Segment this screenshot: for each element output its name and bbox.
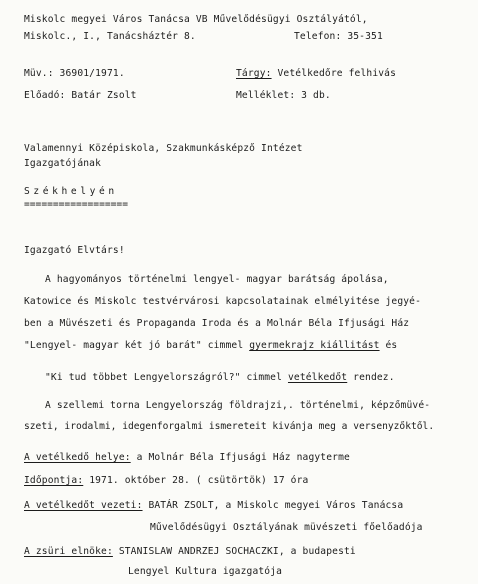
venue-value: a Molnár Béla Ifjusági Ház nagyterme bbox=[130, 452, 350, 463]
jury-line2: Lengyel Kultura igazgatója bbox=[128, 566, 283, 577]
paragraph1-line4: "Lengyel- magyar két jó barát" cimmel gyermekrajz kiállitást és bbox=[24, 340, 398, 351]
salutation: Igazgató Elvtárs! bbox=[24, 245, 125, 256]
venue-label: A vetélkedő helye: bbox=[24, 452, 131, 463]
drawing-exhibition-highlight: gyermekrajz kiállitást bbox=[249, 340, 380, 351]
host-line bbox=[24, 500, 403, 512]
subject-label: Tárgy: bbox=[236, 68, 272, 79]
paragraph1-line5: "Ki tud többet Lengyelországról?" cimmel vetélkedőt rendez. bbox=[45, 372, 395, 383]
seat-double-rule: ================== bbox=[24, 199, 128, 210]
time-line bbox=[24, 475, 308, 487]
host-value: BATÁR ZSOLT, a Miskolc megyei Város Tanácsa bbox=[142, 500, 404, 511]
clerk-name: Előadó: Batár Zsolt bbox=[24, 90, 137, 101]
attachment-line: Melléklet: 3 db. bbox=[236, 90, 331, 101]
jury-label: A zsüri elnöke: bbox=[24, 546, 113, 557]
reference-number: Müv.: 36901/1971. bbox=[24, 68, 125, 79]
seat-heading: Székhelyén bbox=[24, 186, 118, 197]
subject-line bbox=[236, 68, 396, 80]
quiz-highlight: vetélkedőt bbox=[287, 372, 348, 383]
recipient-line1: Valamennyi Középiskola, Szakmunkásképző Intézet bbox=[24, 143, 303, 154]
time-label: Időpontja: bbox=[24, 475, 84, 486]
jury-value: STANISLAW ANDRZEJ SOCHACZKI, a budapesti bbox=[112, 546, 356, 557]
time-value: 1971. október 28. ( csütörtök) 17 óra bbox=[83, 475, 309, 486]
host-line2: Művelődésügyi Osztályának müvészeti főelőadója bbox=[150, 522, 423, 533]
venue-line bbox=[24, 452, 350, 464]
host-label: A vetélkedőt vezeti: bbox=[24, 500, 143, 511]
recipient-line2: Igazgatójának bbox=[24, 158, 102, 169]
header-address: Miskolc., I., Tanácsháztér 8. bbox=[24, 31, 196, 42]
paragraph1-line1: A hagyományos történelmi lengyel- magyar barátság ápolása, bbox=[45, 274, 389, 285]
paragraph1-line2: Katowice és Miskolc testvérvárosi kapcsolatainak elmélyitése jegyé- bbox=[24, 296, 422, 307]
header-line1: Miskolc megyei Város Tanácsa VB Művelődésügyi Osztályától, bbox=[24, 14, 368, 25]
header-phone: Telefon: 35-351 bbox=[294, 31, 383, 42]
paragraph1-line3: ben a Müvészeti és Propaganda Iroda és a Molnár Béla Ifjusági Ház bbox=[24, 318, 410, 329]
paragraph2-line2: szeti, irodalmi, idegenforgalmi ismereteit kivánja meg a versenyzőktől. bbox=[24, 421, 435, 432]
subject-value: Vetélkedőre felhivás bbox=[277, 68, 397, 79]
jury-line bbox=[24, 546, 356, 558]
paragraph2-line1: A szellemi torna Lengyelország földrajzi,. történelmi, képzőmüvé- bbox=[45, 400, 431, 411]
